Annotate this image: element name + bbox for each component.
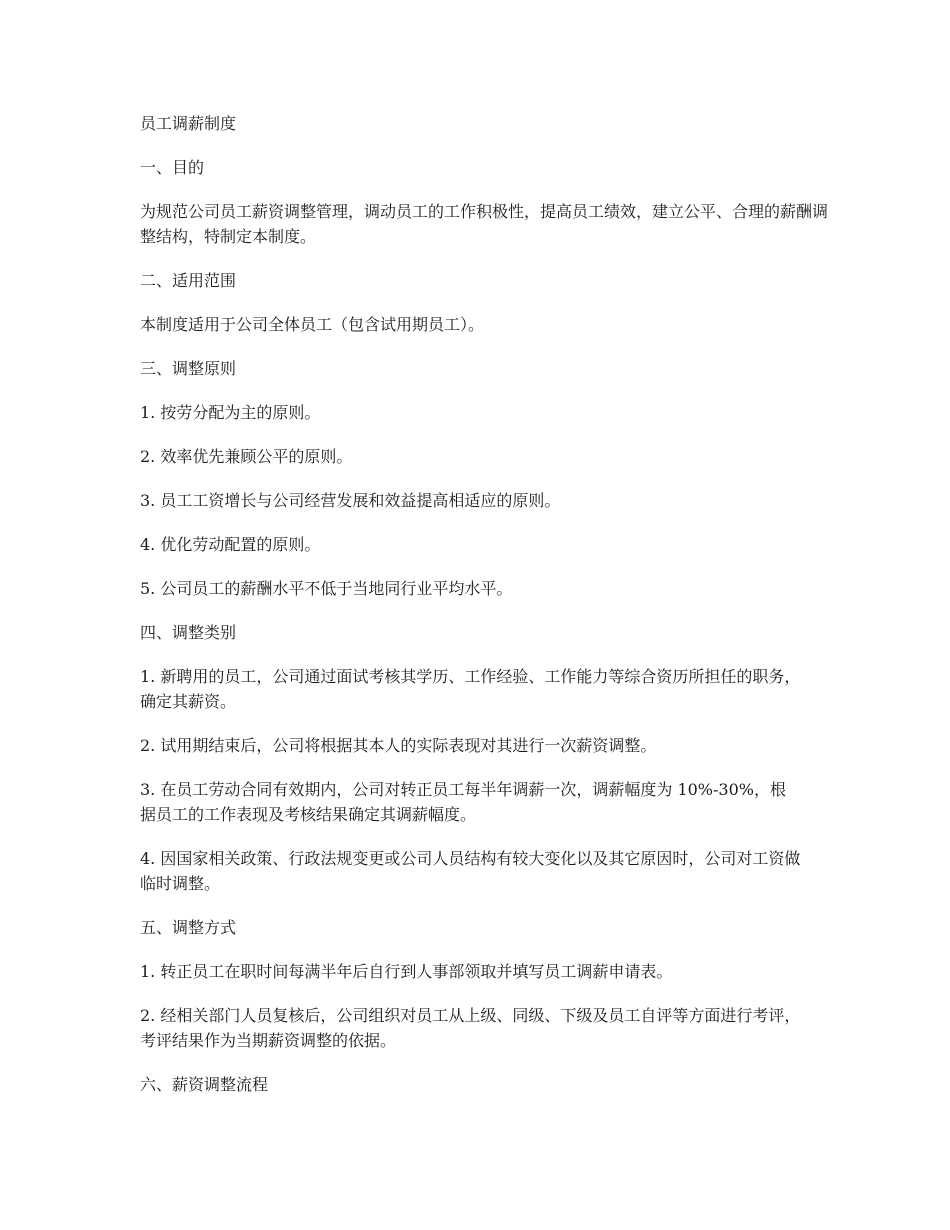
paragraph: 本制度适用于公司全体员工（包含试用期员工）。	[140, 315, 485, 334]
section-heading: 三、调整原则	[140, 359, 237, 378]
list-item: 2. 试用期结束后，公司将根据其本人的实际表现对其进行一次薪资调整。	[140, 736, 657, 755]
list-item: 5. 公司员工的薪酬水平不低于当地同行业平均水平。	[140, 579, 513, 598]
section-heading: 四、调整类别	[140, 623, 237, 642]
list-item: 1. 转正员工在职时间每满半年后自行到人事部领取并填写员工调薪申请表。	[140, 962, 673, 981]
list-item: 4. 因国家相关政策、行政法规变更或公司人员结构有较大变化以及其它原因时，公司对工资做临时调整。	[140, 849, 801, 893]
list-item: 2. 效率优先兼顾公平的原则。	[140, 447, 353, 466]
list-item: 3. 在员工劳动合同有效期内，公司对转正员工每半年调薪一次，调薪幅度为 10%-30%，根据员工的工作表现及考核结果确定其调薪幅度。	[140, 780, 786, 824]
list-item: 4. 优化劳动配置的原则。	[140, 535, 321, 554]
section-heading: 二、适用范围	[140, 271, 237, 290]
list-item: 1. 按劳分配为主的原则。	[140, 403, 321, 422]
document-body	[140, 111, 830, 1116]
section-heading: 五、调整方式	[140, 918, 237, 937]
list-item: 1. 新聘用的员工，公司通过面试考核其学历、工作经验、工作能力等综合资历所担任的职务，确定其薪资。	[140, 667, 801, 711]
section-heading: 六、薪资调整流程	[140, 1075, 269, 1094]
list-item: 3. 员工工资增长与公司经营发展和效益提高相适应的原则。	[140, 491, 561, 510]
document-title: 员工调薪制度	[140, 114, 237, 133]
section-heading: 一、目的	[140, 158, 205, 177]
paragraph: 为规范公司员工薪资调整管理，调动员工的工作积极性，提高员工绩效，建立公平、合理的薪酬调整结构，特制定本制度。	[140, 202, 829, 246]
list-item: 2. 经相关部门人员复核后，公司组织对员工从上级、同级、下级及员工自评等方面进行考评，考评结果作为当期薪资调整的依据。	[140, 1006, 801, 1050]
